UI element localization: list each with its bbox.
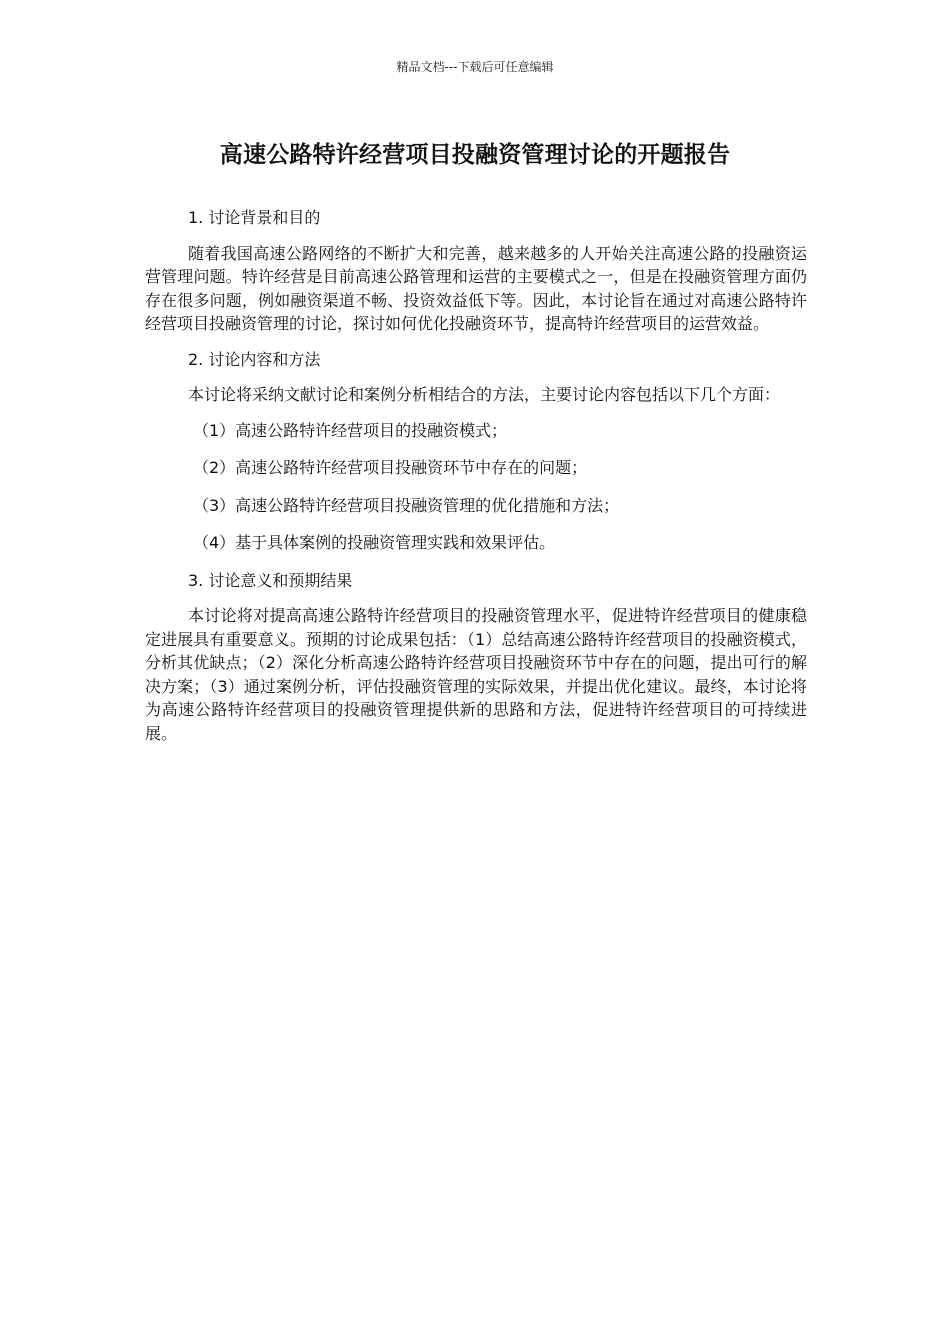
document-body [145, 206, 807, 757]
paragraph-content-method: 本讨论将采纳文献讨论和案例分析相结合的方法，主要讨论内容包括以下几个方面： [188, 385, 781, 404]
paragraph-background: 随着我国高速公路网络的不断扩大和完善，越来越多的人开始关注高速公路的投融资运营管理问题。特许经营是目前高速公路管理和运营的主要模式之一，但是在投融资管理方面仍存在很多问题，例如融资渠道不畅、投资效益低下等。因此，本讨论旨在通过对高速公路特许经营项目投融资管理的讨论，探讨如何优化投融资环节，提高特许经营项目的运营效益。 [145, 243, 807, 333]
section-heading-background: 1. 讨论背景和目的 [188, 208, 321, 227]
page-header-note: 精品文档---下载后可任意编辑 [396, 60, 554, 74]
document-title: 高速公路特许经营项目投融资管理讨论的开题报告 [219, 142, 731, 168]
list-item: （2）高速公路特许经营项目投融资环节中存在的问题； [193, 458, 588, 477]
section-heading-significance: 3. 讨论意义和预期结果 [188, 570, 353, 590]
list-item: （1）高速公路特许经营项目的投融资模式； [193, 420, 508, 440]
section-heading-content-method: 2. 讨论内容和方法 [188, 349, 321, 369]
list-item: （3）高速公路特许经营项目投融资管理的优化措施和方法； [193, 495, 620, 515]
list-item: （4）基于具体案例的投融资管理实践和效果评估。 [193, 533, 556, 552]
paragraph-significance: 本讨论将对提高高速公路特许经营项目的投融资管理水平，促进特许经营项目的健康稳定进展具有重要意义。预期的讨论成果包括：（1）总结高速公路特许经营项目的投融资模式，分析其优缺点；（2）深化分析高速公路特许经营项目投融资环节中存在的问题，提出可行的解决方案；（3）通过案例分析，评估投融资管理的实际效果，并提出优化建议。最终，本讨论将为高速公路特许经营项目的投融资管理提供新的思路和方法，促进特许经营项目的可持续进展。 [145, 606, 807, 743]
